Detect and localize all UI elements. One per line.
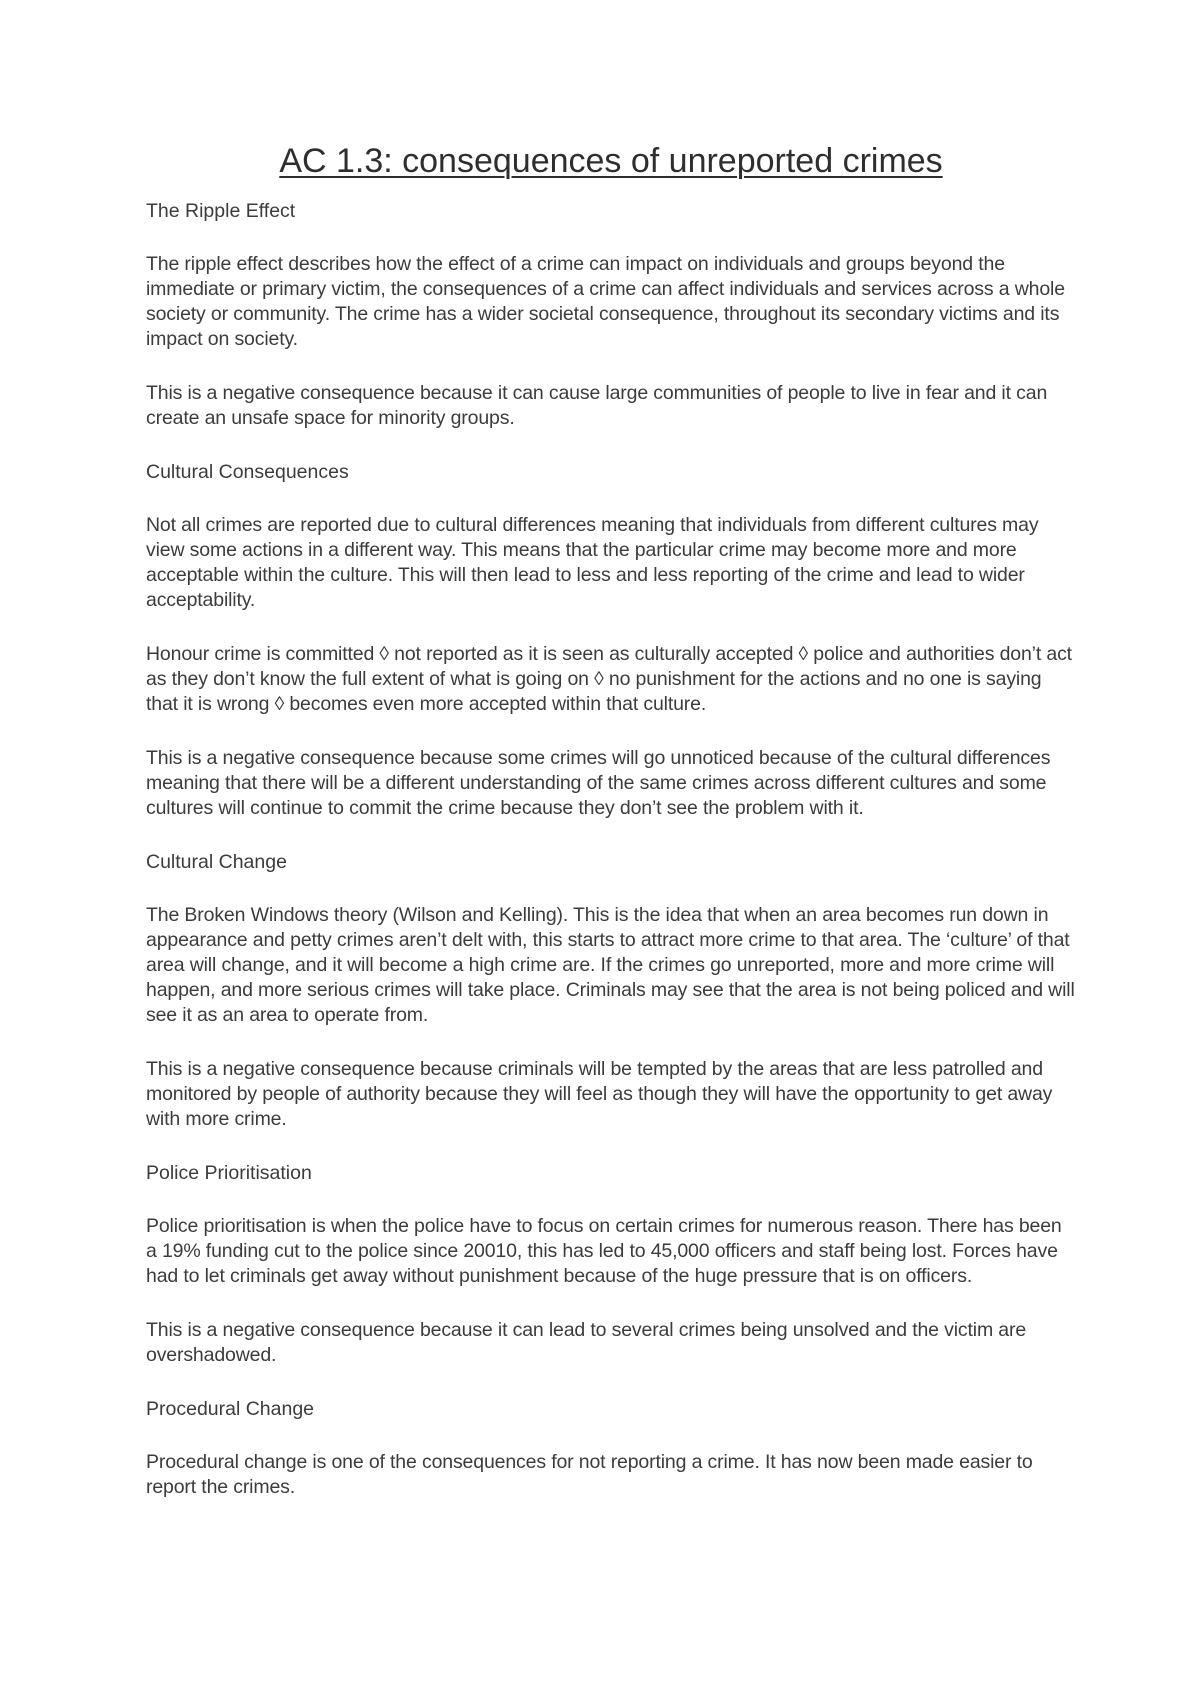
paragraph: Procedural change is one of the consequences for not reporting a crime. It has now been made easier to report the crimes. xyxy=(146,1451,1033,1498)
section-cultural-consequences xyxy=(146,460,1076,821)
paragraph: Not all crimes are reported due to cultural differences meaning that individuals from different cultures may view some actions in a different way. This means that the particular crime may become more and more acceptable within the culture. This will then lead to less and less reporting of the crime and lead to wider acceptability. xyxy=(146,514,1039,611)
section-heading: Cultural Change xyxy=(146,851,287,873)
section-heading: Police Prioritisation xyxy=(146,1162,312,1184)
section-heading: Procedural Change xyxy=(146,1398,315,1420)
section-cultural-change xyxy=(146,850,1076,1132)
section-heading: The Ripple Effect xyxy=(146,200,296,222)
paragraph: Honour crime is committed ◊ not reported as it is seen as culturally accepted ◊ police and authorities don’t act as they don’t know the full extent of what is going on ◊ no punishment for the actions and no one is saying that it is wrong ◊ becomes even more accepted within that culture. xyxy=(146,643,1072,715)
paragraph: The Broken Windows theory (Wilson and Kelling). This is the idea that when an area becomes run down in appearance and petty crimes aren’t delt with, this starts to attract more crime to that area. The ‘culture’ of that area will change, and it will become a high crime are. If the crimes go unreported, more and more crime will happen, and more serious crimes will take place. Criminals may see that the area is not being policed and will see it as an area to operate from. xyxy=(146,904,1075,1026)
section-heading: Cultural Consequences xyxy=(146,461,349,483)
section-police-prioritisation xyxy=(146,1161,1076,1368)
paragraph: This is a negative consequence because criminals will be tempted by the areas that are less patrolled and monitored by people of authority because they will feel as though they will have the opportunity to get away with more crime. xyxy=(146,1058,1053,1130)
paragraph: This is a negative consequence because it can cause large communities of people to live in fear and it can create an unsafe space for minority groups. xyxy=(146,382,1048,429)
document-page xyxy=(146,142,1076,1529)
paragraph: Police prioritisation is when the police have to focus on certain crimes for numerous reason. There has been a 19% funding cut to the police since 20010, this has led to 45,000 officers and staff being lost. Forces have had to let criminals get away without punishment because of the huge pressure that is on officers. xyxy=(146,1215,1062,1287)
section-procedural-change xyxy=(146,1397,1076,1500)
section-ripple-effect xyxy=(146,199,1076,431)
paragraph: The ripple effect describes how the effect of a crime can impact on individuals and groups beyond the immediate or primary victim, the consequences of a crime can affect individuals and services across a whole society or community. The crime has a wider societal consequence, throughout its secondary victims and its impact on society. xyxy=(146,253,1065,350)
paragraph: This is a negative consequence because some crimes will go unnoticed because of the cultural differences meaning that there will be a different understanding of the same crimes across different cultures and some cultures will continue to commit the crime because they don’t see the problem with it. xyxy=(146,747,1051,819)
paragraph: This is a negative consequence because it can lead to several crimes being unsolved and the victim are overshadowed. xyxy=(146,1319,1027,1366)
document-title: AC 1.3: consequences of unreported crimes xyxy=(279,142,943,180)
